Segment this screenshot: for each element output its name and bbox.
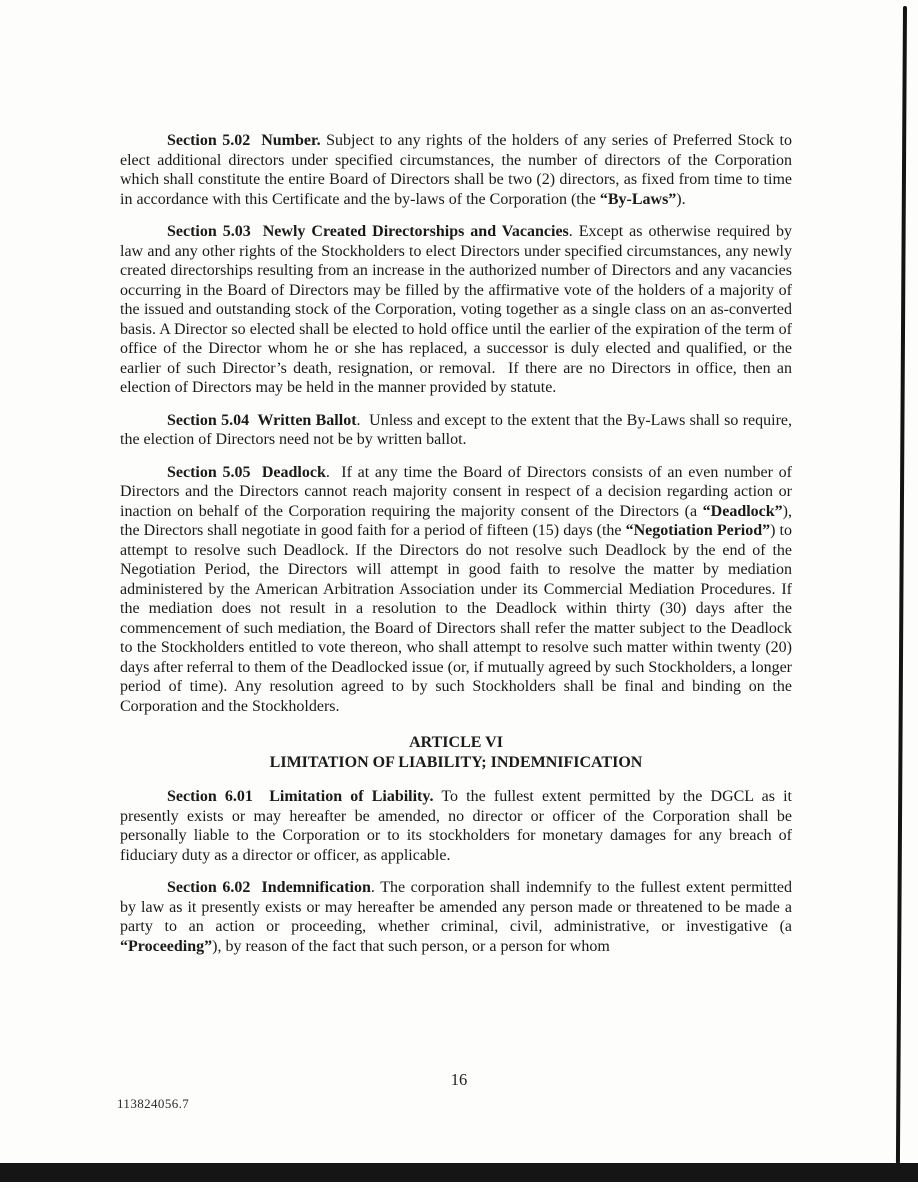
page-content bbox=[120, 131, 797, 969]
body-text: ), by reason of the fact that such person, or a person for whom bbox=[212, 937, 610, 955]
body-text: Subject to any rights of the holders of any series of Preferred Stock to elect additional directors under specified circumstances, the number of directors of the Corporation which shall constitute the entire Board of Directors shall be two (2) directors, as fixed from time to time in accordance with this Certificate and the by-laws of the Corporation (the bbox=[120, 132, 797, 208]
article-title: LIMITATION OF LIABILITY; INDEMNIFICATION bbox=[269, 754, 643, 771]
body-text: . If at any time the Board of Directors consists of an even number of Directors and the Directors cannot reach majority consent in respect of a decision regarding action or inaction on behalf of the Corporation requiring the majority consent of the Directors (a bbox=[120, 463, 796, 520]
scan-edge-bar-bottom bbox=[0, 1163, 918, 1182]
defined-term-deadlock: “Deadlock” bbox=[702, 502, 783, 520]
body-text: ), the Directors shall negotiate in good faith for a period of fifteen (15) days (the bbox=[120, 502, 796, 539]
paragraph-section-5-03 bbox=[120, 222, 796, 398]
body-text: . Unless and except to the extent that the By-Laws shall so require, the election of Directors need not be by written ballot. bbox=[120, 411, 796, 448]
article-number: ARTICLE VI bbox=[409, 734, 503, 751]
body-text: . The corporation shall indemnify to the fullest extent permitted by law as it presently exists or may hereafter be amended any person made or threatened to be made a party to an action or proceeding, whether criminal, civil, administrative, or investigative (a bbox=[120, 879, 796, 935]
paragraph-section-6-02 bbox=[120, 878, 796, 956]
body-text: To the fullest extent permitted by the DGCL as it presently exists or may hereafter be amended, no director or officer of the Corporation shall be personally liable to the Corporation or to its stockholders for monetary damages for any breach of fiduciary duty as a director or officer, as applicable. bbox=[120, 788, 796, 864]
section-heading-5-05: Section 5.05 Deadlock bbox=[167, 463, 326, 481]
section-heading-6-02: Section 6.02 Indemnification bbox=[167, 879, 371, 896]
defined-term-proceeding: “Proceeding” bbox=[120, 937, 213, 955]
paragraph-section-5-05 bbox=[120, 463, 797, 717]
section-heading-5-03: Section 5.03 Newly Created Directorships and Vacancies bbox=[167, 223, 569, 240]
page-number: 16 bbox=[450, 1070, 468, 1089]
paragraph-section-5-02 bbox=[120, 131, 797, 209]
defined-term-by-laws: “By-Laws” bbox=[599, 190, 677, 208]
body-text: . Except as otherwise required by law and any other rights of the Stockholders to elect Directors under specified circumstances, any newly created directorships resulting from an increase in the authorized number of Directors and any vacancies occurring in the Board of Directors may be filled by the affirmative vote of the holders of a majority of the issued and outstanding stock of the Corporation, voting together as a single class on an as-converted basis. A Director so elected shall be elected to hold office until the earlier of the expiration of the term of office of the Director whom he or she has replaced, a successor is duly elected and qualified, or the earlier of such Director’s death, resignation, or removal. If there are no Directors in office, then an election of Directors may be held in the manner provided by statute. bbox=[120, 223, 796, 396]
body-text: ). bbox=[676, 190, 686, 208]
section-heading-6-01: Section 6.01 Limitation of Liability. bbox=[167, 788, 434, 805]
defined-term-negotiation-period: “Negotiation Period” bbox=[625, 522, 771, 539]
body-text: ) to attempt to resolve such Deadlock. If the Directors do not resolve such Deadlock by the end of the Negotiation Period, the Directors will attempt in good faith to resolve the matter by mediation administered by the American Arbitration Association under its Commercial Mediation Procedures. If the mediation does not result in a resolution to the Deadlock within thirty (30) days after the commencement of such mediation, the Board of Directors shall refer the matter subject to the Deadlock to the Stockholders entitled to vote thereon, who shall attempt to resolve such matter within twenty (20) days after referral to them of the Deadlocked issue (or, if mutually agreed by such Stockholders, a longer period of time). Any resolution agreed to by such Stockholders shall be final and binding on the Corporation and the Stockholders. bbox=[120, 522, 797, 715]
scan-edge-line-right bbox=[896, 6, 907, 1164]
paragraph-section-6-01 bbox=[120, 787, 796, 865]
document-control-number: 113824056.7 bbox=[117, 1096, 190, 1111]
paragraph-section-5-04 bbox=[120, 411, 796, 450]
section-heading-5-02: Section 5.02 Number. bbox=[167, 132, 321, 149]
article-heading bbox=[120, 733, 792, 773]
section-heading-5-04: Section 5.04 Written Ballot bbox=[167, 411, 357, 429]
